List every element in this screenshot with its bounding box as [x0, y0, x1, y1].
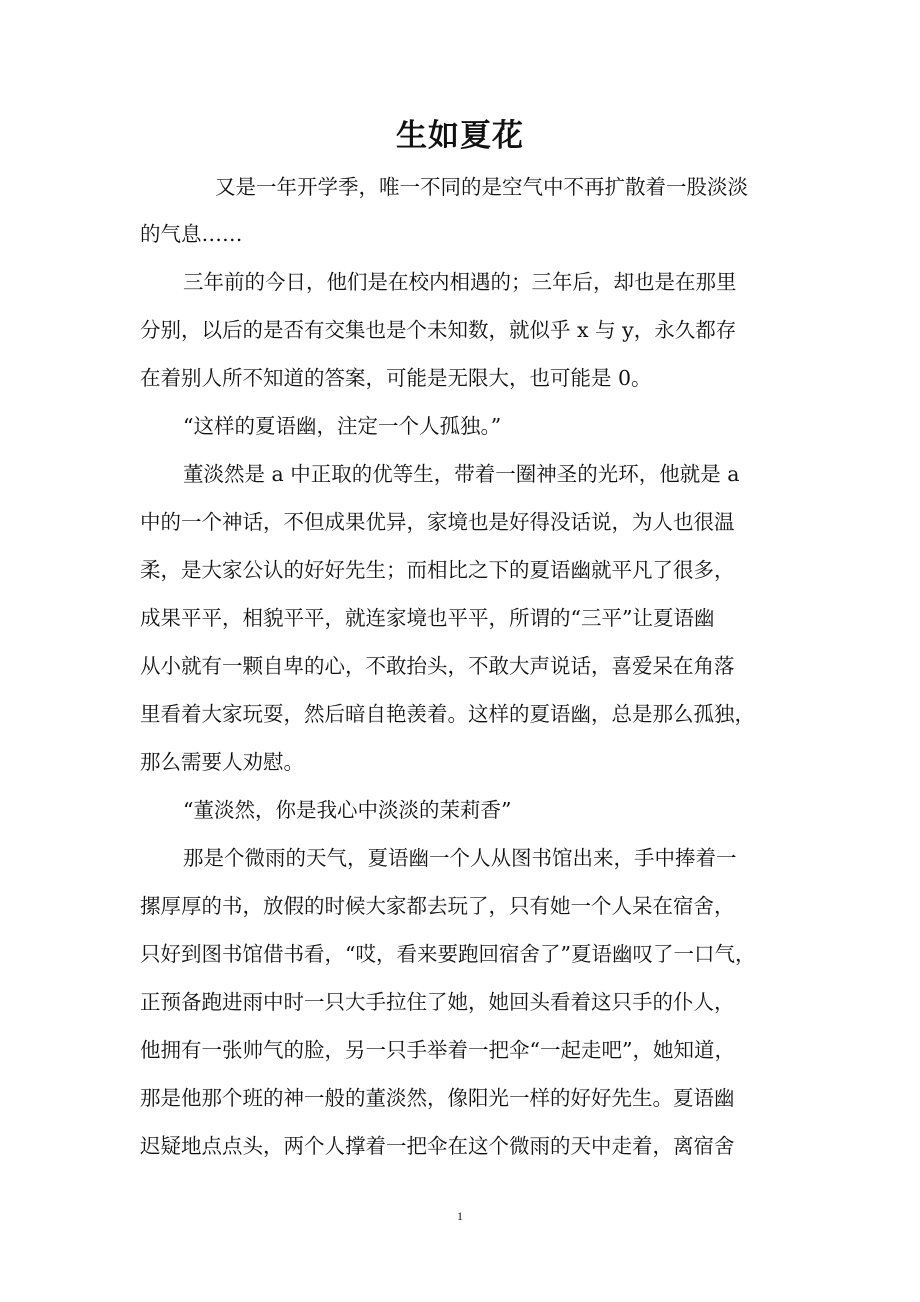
text-line: 那么需要人劝慰。	[140, 750, 304, 774]
text-line: “董淡然，你是我心中淡淡的茉莉香”	[183, 798, 512, 822]
text-line: 那是他那个班的神一般的董淡然，像阳光一样的好好先生。夏语幽	[140, 1086, 735, 1110]
text-line: 那是个微雨的天气，夏语幽一个人从图书馆出来，手中捧着一	[183, 846, 737, 870]
text-line: 董淡然是 a 中正取的优等生，带着一圈神圣的光环，他就是 a	[183, 462, 740, 486]
text-line: 柔，是大家公认的好好先生；而相比之下的夏语幽就平凡了很多，	[140, 558, 735, 582]
text-line: 成果平平，相貌平平，就连家境也平平，所谓的“三平”让夏语幽	[140, 606, 715, 630]
page-number: 1	[457, 1209, 463, 1223]
text-line: “这样的夏语幽，注定一个人孤独。”	[183, 414, 502, 438]
text-line: 三年前的今日，他们是在校内相遇的；三年后，却也是在那里	[183, 270, 737, 294]
text-line: 摞厚厚的书，放假的时候大家都去玩了，只有她一个人呆在宿舍，	[140, 894, 735, 918]
text-line: 从小就有一颗自卑的心，不敢抬头，不敢大声说话，喜爱呆在角落	[140, 654, 735, 678]
text-line: 中的一个神话，不但成果优异，家境也是好得没话说，为人也很温	[140, 510, 735, 534]
text-line: 分别，以后的是否有交集也是个未知数，就似乎 x 与 y，永久都存	[140, 318, 737, 342]
text-line: 迟疑地点点头，两个人撑着一把伞在这个微雨的天中走着，离宿舍	[140, 1134, 735, 1158]
text-line: 在着别人所不知道的答案，可能是无限大，也可能是 0。	[140, 366, 652, 390]
text-line: 里看着大家玩耍，然后暗自艳羡着。这样的夏语幽，总是那么孤独，	[140, 702, 755, 726]
text-line: 正预备跑进雨中时一只大手拉住了她，她回头看着这只手的仆人，	[140, 990, 735, 1014]
text-line: 的气息……	[140, 222, 243, 246]
text-line: 又是一年开学季，唯一不同的是空气中不再扩散着一股淡淡	[215, 175, 748, 199]
text-line: 他拥有一张帅气的脸，另一只手举着一把伞“一起走吧”，她知道，	[140, 1038, 735, 1062]
document-title: 生如夏花	[396, 118, 524, 154]
text-line: 只好到图书馆借书看，“哎，看来要跑回宿舍了”夏语幽叹了一口气，	[140, 942, 756, 966]
